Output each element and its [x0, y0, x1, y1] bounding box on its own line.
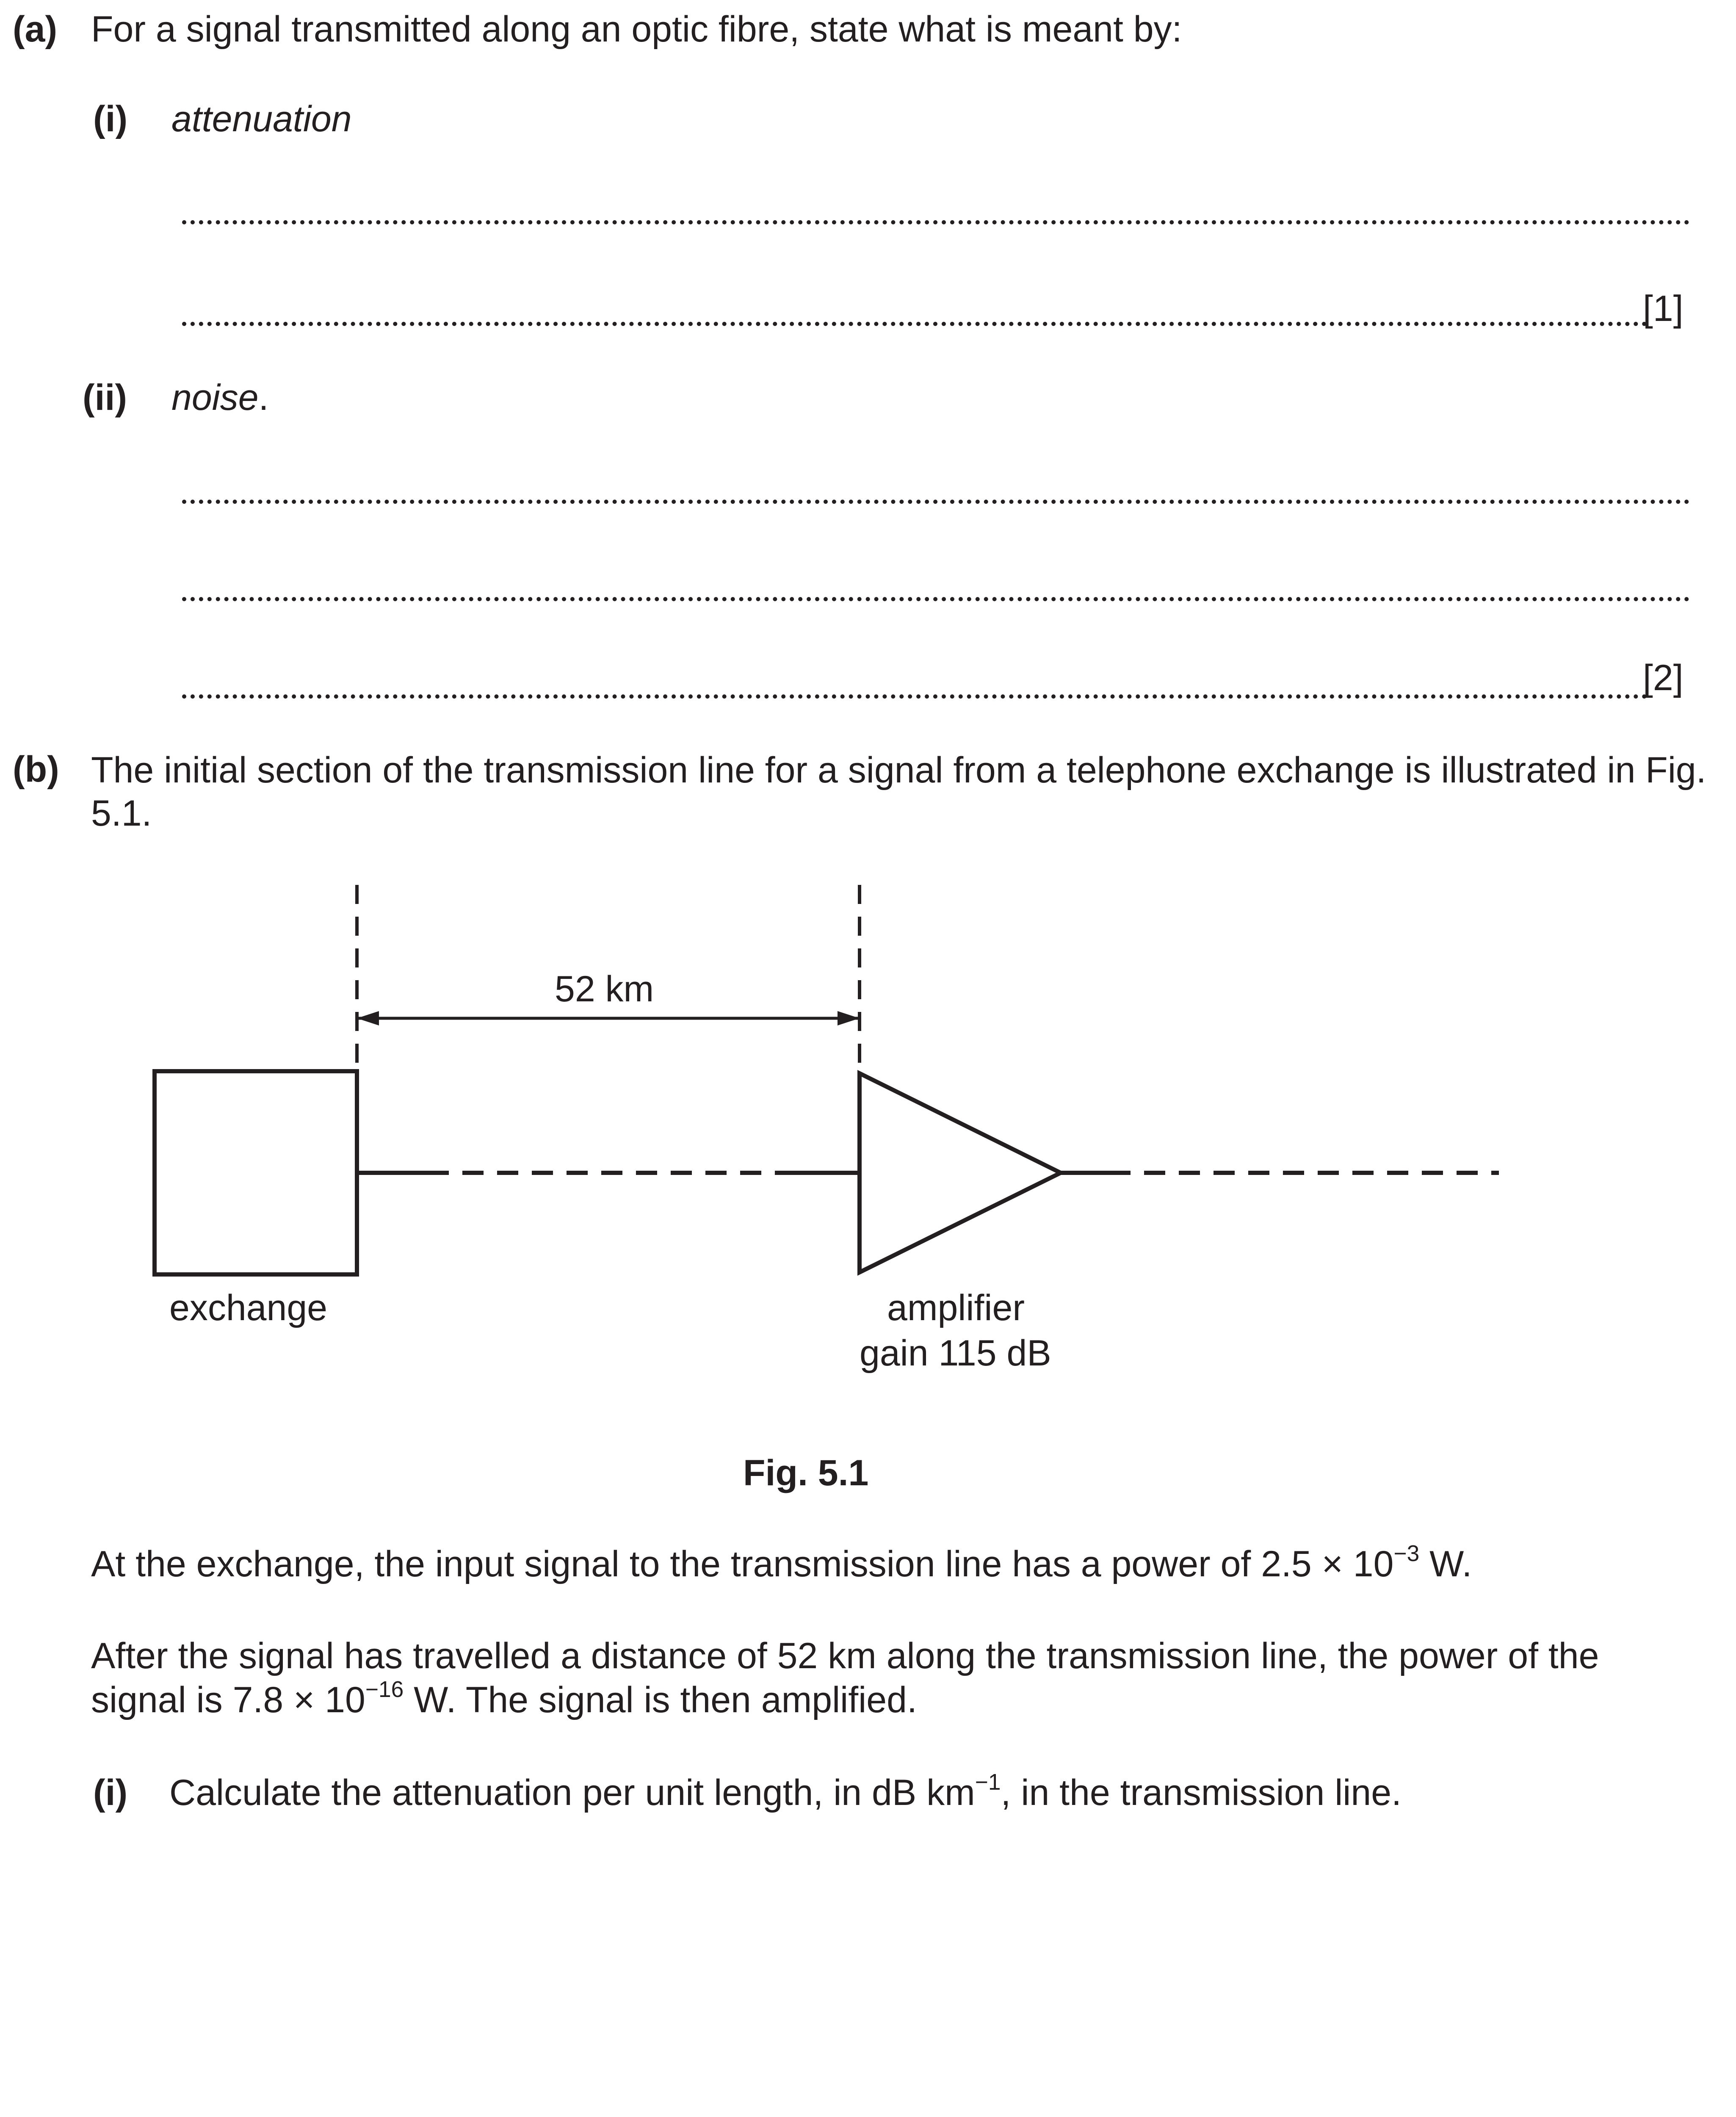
paragraph-input-power-text: At the exchange, the input signal to the transmission line has a power of 2.5 × 10 [91, 1544, 1394, 1584]
part-a-ii-term: noise [171, 377, 259, 418]
part-b-i-label: (i) [93, 1772, 128, 1813]
part-b-label: (b) [13, 749, 59, 790]
part-a-i-label: (i) [93, 99, 128, 139]
amplifier-label: amplifier [887, 1288, 1025, 1328]
part-a-ii-label: (ii) [83, 377, 127, 418]
part-a-ii-term-suffix: . [258, 377, 269, 418]
amplifier-triangle [860, 1073, 1061, 1272]
part-b-i-text: Calculate the attenuation per unit length, in dB km [169, 1772, 975, 1813]
mark-a-i: [1] [1643, 288, 1683, 329]
part-a-stem: For a signal transmitted along an optic fibre, state what is meant by: [91, 9, 1182, 50]
part-b-i-text-exp: −1 [975, 1769, 1001, 1795]
paragraph-after-distance-line1: After the signal has travelled a distance of 52 km along the transmission line, the power of the [91, 1636, 1599, 1676]
distance-label: 52 km [555, 969, 654, 1009]
part-b-stem: The initial section of the transmission line for a signal from a telephone exchange is illustrated in Fig. 5.1. [91, 750, 1706, 834]
paragraph-input-power-exp: −3 [1393, 1541, 1420, 1566]
part-b-i-question [169, 1769, 1402, 1814]
para2-line2-rest: W. The signal is then amplified. [404, 1680, 917, 1720]
part-a-i-term: attenuation [171, 99, 352, 139]
part-a-label: (a) [13, 9, 58, 50]
exchange-label: exchange [169, 1288, 327, 1328]
paragraph-after-distance-line2 [91, 1679, 917, 1721]
figure-caption: Fig. 5.1 [743, 1453, 869, 1493]
paragraph-input-power [91, 1543, 1472, 1585]
para2-line2-text: signal is 7.8 × 10 [91, 1680, 365, 1720]
paragraph-input-power-unit: W. [1419, 1544, 1472, 1584]
distance-arrow-head-right [838, 1011, 860, 1025]
exchange-box [155, 1071, 357, 1274]
distance-arrow-head-left [357, 1011, 379, 1025]
para2-line2-exp: −16 [365, 1677, 404, 1702]
gain-label: gain 115 dB [860, 1333, 1051, 1374]
part-b-i-text-rest: , in the transmission line. [1001, 1772, 1402, 1813]
mark-a-ii: [2] [1643, 658, 1683, 698]
